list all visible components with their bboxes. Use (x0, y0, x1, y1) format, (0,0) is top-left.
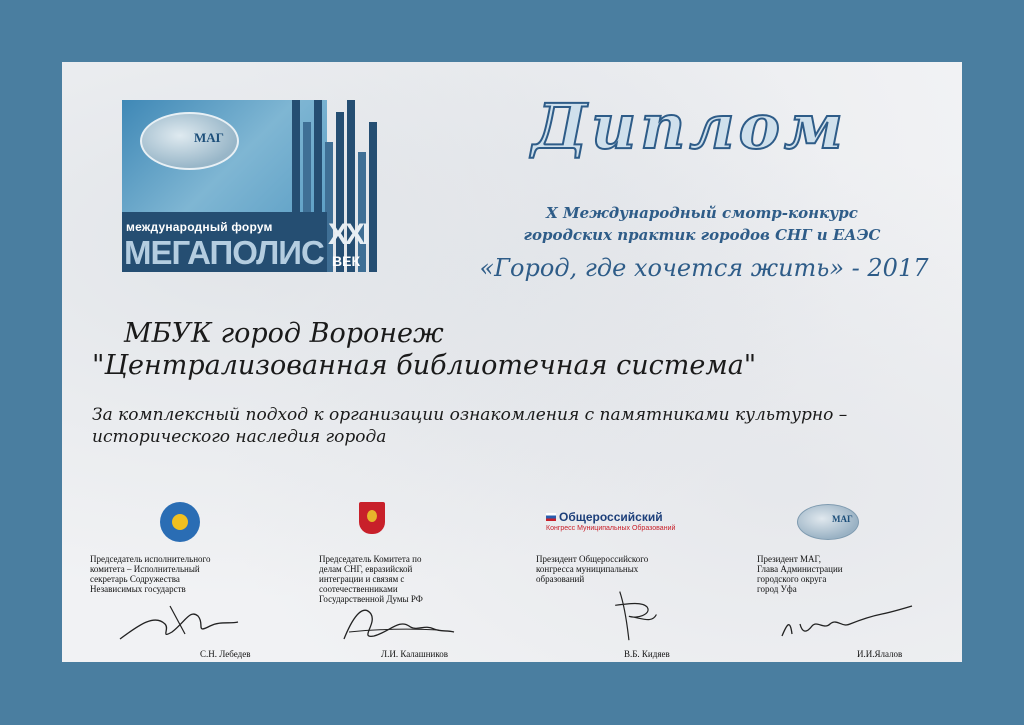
logo-forum-text: международный форум (126, 220, 273, 234)
logo-xxi-text: XXI (328, 218, 368, 251)
signatory-name: В.Б. Кидяев (624, 649, 670, 659)
mag-logo-icon: МАГ (797, 504, 859, 540)
signatory-name: И.И.Ялалов (857, 649, 903, 659)
diploma-title: Диплом (532, 90, 847, 163)
contest-line-1: X Международный смотр-конкурс (546, 204, 858, 222)
award-reason (92, 404, 942, 448)
logo-megapolis-text: МЕГАПОЛИС (124, 234, 324, 271)
signatory-title: Президент Общероссийского конгресса муниципальных образований (536, 554, 649, 584)
russia-coat-of-arms-icon (359, 502, 385, 534)
reason-line-2: исторического наследия города (92, 427, 387, 447)
russia-flag-icon (546, 513, 556, 521)
signature-scribble (772, 594, 922, 649)
signatory-title: Президент МАГ, Глава Администрации городского округа город Уфа (757, 554, 843, 594)
diploma-sheet (62, 62, 962, 662)
forum-logo (122, 100, 382, 272)
signatory-4 (757, 502, 957, 659)
signatory-title: Председатель исполнительного комитета – Исполнительный секретарь Содружества Независимых государств (90, 554, 211, 594)
winner-organization: "Централизованная библиотечная система" (92, 350, 757, 381)
contest-line-2: городских практик городов СНГ и ЕАЭС (523, 226, 881, 244)
signatory-title: Председатель Комитета по делам СНГ, евразийской интеграции и связям с соотечественниками Государственной Думы РФ (319, 554, 423, 604)
contest-name (482, 202, 922, 246)
globe-icon (140, 112, 239, 170)
logo-vek-text: ВЕК (332, 253, 360, 269)
signature-scribble (110, 594, 260, 649)
signatory-2 (319, 502, 519, 659)
ocmo-logo: Общероссийский Конгресс Муниципальных Образований (546, 510, 676, 532)
cis-emblem-icon (160, 502, 200, 542)
reason-line-1: За комплексный подход к организации ознакомления с памятниками культурно – (92, 405, 848, 425)
signatory-1 (90, 502, 290, 659)
signature-scribble (329, 594, 479, 649)
signatory-3 (536, 502, 736, 659)
logo-mag-text: МАГ (194, 130, 224, 145)
winner-city: МБУК город Воронеж (124, 318, 444, 349)
signatory-name: Л.И. Калашников (381, 649, 449, 659)
contest-slogan: «Город, где хочется жить» - 2017 (479, 254, 929, 282)
signatory-name: С.Н. Лебедев (200, 649, 251, 659)
signature-scribble (586, 587, 736, 642)
